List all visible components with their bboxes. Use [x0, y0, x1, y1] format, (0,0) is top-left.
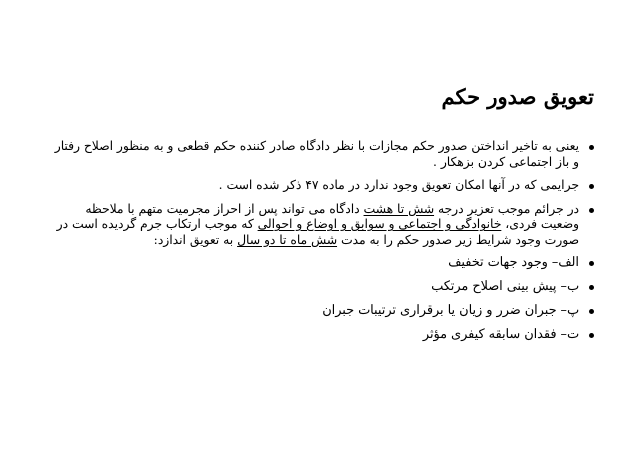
- bullet-text: جرایمی که در آنها امکان تعویق وجود ندارد در ماده ۴۷ ذکر شده است .: [218, 178, 579, 192]
- bullet-text-part: که موجب ارتکاب جرم گردیده است در صورت وجود شرایط زیر صدور حکم را به مدت: [56, 217, 579, 247]
- bullet-dot-icon: [589, 261, 594, 266]
- bullet-list: [46, 139, 594, 351]
- bullet-item: [46, 178, 594, 194]
- bullet-dot-icon: [589, 184, 594, 189]
- underlined-phrase: شش تا هشت: [363, 201, 435, 216]
- slide-title: تعویق صدور حکم: [441, 84, 594, 109]
- bullet-item: [46, 279, 594, 295]
- bullet-item: [46, 139, 594, 170]
- bullet-text: ت– فقدان سابقه کیفری مؤثر: [422, 327, 579, 342]
- bullet-text-part: در جرائم موجب تعزیر درجه: [434, 201, 579, 216]
- bullet-text: الف– وجود جهات تخفیف: [448, 255, 579, 270]
- bullet-text: یعنی به تاخیر انداختن صدور حکم مجازات با نظر دادگاه صادر کننده حکم قطعی و به منظور اصلاح رفتار و باز اجتماعی کردن بزهکار .: [54, 139, 579, 169]
- bullet-dot-icon: [589, 285, 594, 290]
- bullet-text-part: دادگاه می تواند پس از احراز مجرمیت متهم با ملاحظه وضعیت فردی،: [85, 201, 579, 231]
- bullet-item: [46, 202, 594, 249]
- bullet-dot-icon: [589, 309, 594, 314]
- bullet-item: [46, 303, 594, 319]
- bullet-dot-icon: [589, 333, 594, 338]
- bullet-item: [46, 255, 594, 271]
- bullet-text: پ– جبران ضرر و زیان یا برقراری ترتیبات جبران: [322, 303, 579, 318]
- bullet-item: [46, 327, 594, 343]
- underlined-phrase: خانوادگی و اجتماعی و سوابق و اوضاع و احوالی: [257, 217, 502, 231]
- bullet-text: ب– پیش بینی اصلاح مرتکب: [431, 279, 579, 294]
- bullet-text-part: به تعویق اندازد:: [153, 232, 238, 247]
- bullet-dot-icon: [589, 208, 594, 213]
- underlined-phrase: شش ماه تا دو سال: [237, 232, 338, 247]
- bullet-dot-icon: [589, 145, 594, 150]
